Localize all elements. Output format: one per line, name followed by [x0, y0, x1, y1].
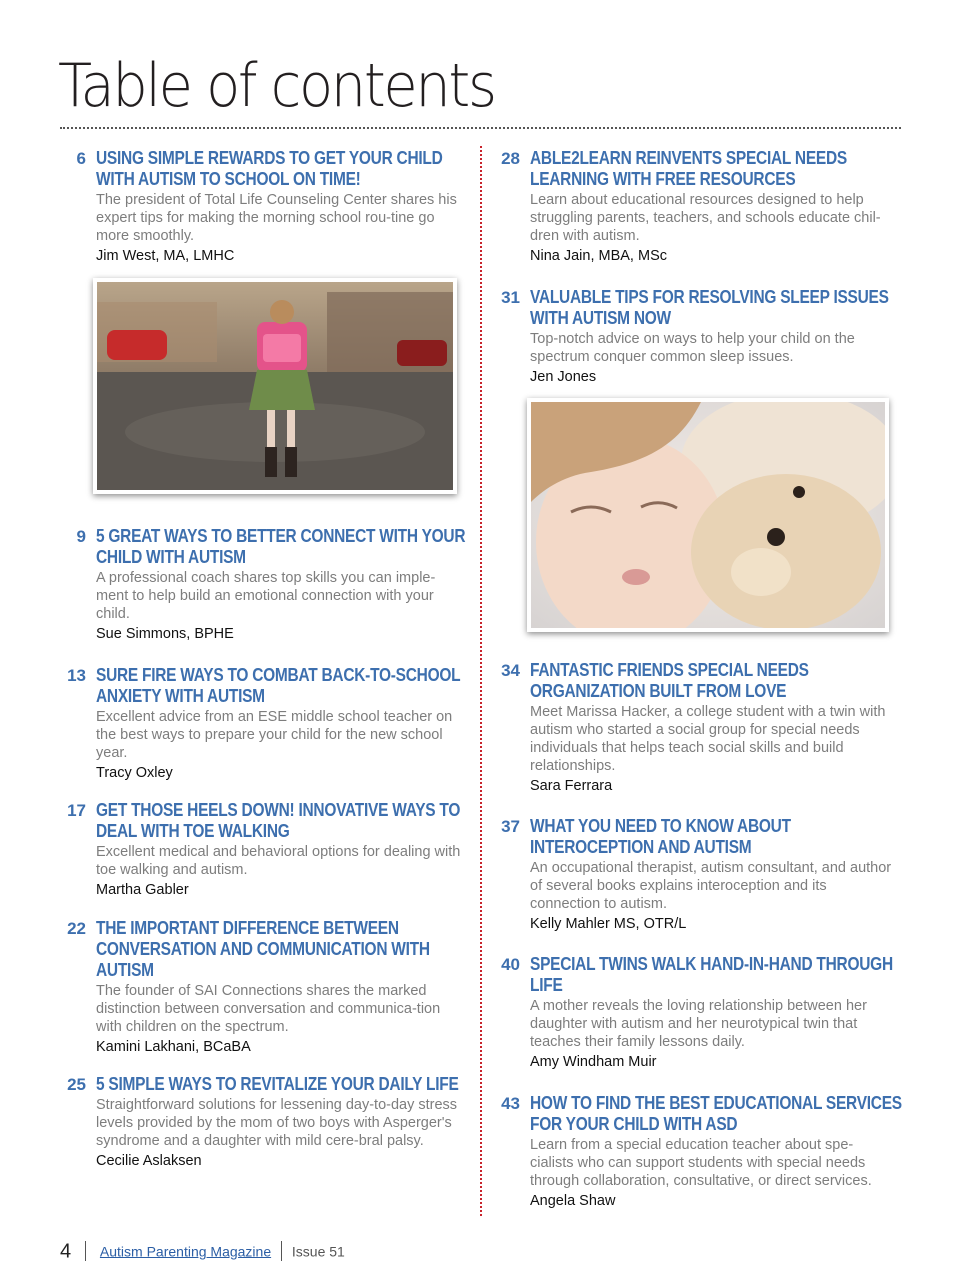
entry-page-number: 34 [501, 661, 520, 680]
sleeping-child-photo [527, 398, 889, 632]
entry-description: The president of Total Life Counseling Center shares his expert tips for making the morning school rou-tine go more smoothly. [96, 192, 457, 244]
entry-headline[interactable]: 5 GREAT WAYS TO BETTER CONNECT WITH YOUR CHILD WITH AUTISM [96, 526, 466, 567]
magazine-link[interactable]: Autism Parenting Magazine [99, 1243, 272, 1260]
entry-page-number: 17 [67, 801, 86, 820]
entry-author: Cecilie Aslaksen [96, 1153, 202, 1169]
footer-separator [281, 1241, 282, 1261]
entry-description: Excellent advice from an ESE middle school teacher on the best ways to prepare your child for the new school year. [96, 709, 453, 761]
entry-description: Learn from a special education teacher about spe-cialists who can support students with special needs through collaboration, consultative, or direct services. [530, 1137, 872, 1189]
entry-page-number: 37 [501, 817, 520, 836]
page-title: Table of contents [58, 51, 495, 121]
entry-page-number: 28 [501, 149, 520, 168]
entry-author: Sue Simmons, BPHE [96, 626, 234, 642]
entry-page-number: 25 [67, 1075, 86, 1094]
entry-author: Kelly Mahler MS, OTR/L [530, 916, 687, 932]
entry-author: Amy Windham Muir [530, 1054, 657, 1070]
entry-author: Jim West, MA, LMHC [96, 248, 235, 264]
entry-page-number: 9 [76, 527, 86, 546]
page-footer [60, 1240, 345, 1261]
entry-page-number: 31 [501, 288, 520, 307]
entry-headline[interactable]: USING SIMPLE REWARDS TO GET YOUR CHILD WITH AUTISM TO SCHOOL ON TIME! [96, 148, 443, 189]
entry-author: Sara Ferrara [530, 778, 613, 794]
entry-page-number: 6 [76, 149, 86, 168]
entry-headline[interactable]: GET THOSE HEELS DOWN! INNOVATIVE WAYS TO DEAL WITH TOE WALKING [96, 800, 461, 841]
entry-description: An occupational therapist, autism consultant, and author of several books explains interoception and its connection to autism. [530, 860, 892, 912]
entry-headline[interactable]: HOW TO FIND THE BEST EDUCATIONAL SERVICES FOR YOUR CHILD WITH ASD [530, 1093, 902, 1134]
issue-label: Issue 51 [291, 1243, 345, 1260]
entry-headline[interactable]: ABLE2LEARN REINVENTS SPECIAL NEEDS LEARNING WITH FREE RESOURCES [530, 148, 847, 189]
entry-description: Meet Marissa Hacker, a college student with a twin with autism who started a social group for special needs individuals that helps teach social skills and build relationships. [530, 704, 886, 774]
entry-headline[interactable]: FANTASTIC FRIENDS SPECIAL NEEDS ORGANIZATION BUILT FROM LOVE [530, 660, 809, 701]
title-divider [60, 127, 901, 129]
entry-page-number: 13 [67, 666, 86, 685]
schoolgirl-photo [93, 278, 457, 494]
entry-author: Nina Jain, MBA, MSc [530, 248, 667, 264]
entry-description: The founder of SAI Connections shares the marked distinction between conversation and communica-tion with children on the spectrum. [96, 983, 441, 1035]
footer-separator [85, 1241, 86, 1261]
entry-headline[interactable]: VALUABLE TIPS FOR RESOLVING SLEEP ISSUES WITH AUTISM NOW [530, 287, 889, 328]
entry-headline[interactable]: SPECIAL TWINS WALK HAND-IN-HAND THROUGH LIFE [530, 954, 893, 995]
entry-page-number: 22 [67, 919, 86, 938]
entry-author: Kamini Lakhani, BCaBA [96, 1039, 251, 1055]
entry-page-number: 43 [501, 1094, 520, 1113]
entry-headline[interactable]: SURE FIRE WAYS TO COMBAT BACK-TO-SCHOOL ANXIETY WITH AUTISM [96, 665, 461, 706]
entry-description: Straightforward solutions for lessening day-to-day stress levels provided by the mom of two boys with Asperger's syndrome and a daughter with mild cere-bral palsy. [96, 1097, 458, 1149]
entry-author: Martha Gabler [96, 882, 189, 898]
entry-author: Angela Shaw [530, 1193, 616, 1209]
entry-description: Excellent medical and behavioral options for dealing with toe walking and autism. [96, 844, 461, 878]
entry-headline[interactable]: WHAT YOU NEED TO KNOW ABOUT INTEROCEPTION AND AUTISM [530, 816, 791, 857]
footer-page-number: 4 [60, 1240, 72, 1263]
entry-author: Tracy Oxley [96, 765, 173, 781]
entry-headline[interactable]: THE IMPORTANT DIFFERENCE BETWEEN CONVERSATION AND COMMUNICATION WITH AUTISM [96, 918, 430, 980]
entry-description: A mother reveals the loving relationship between her daughter with autism and her neurotypical twin that teaches their family lessons daily. [530, 998, 867, 1050]
column-divider [480, 146, 482, 1216]
entry-author: Jen Jones [530, 369, 597, 385]
entry-description: A professional coach shares top skills you can imple-ment to help build an emotional connection with your child. [96, 570, 436, 622]
entry-description: Learn about educational resources designed to help struggling parents, teachers, and schools educate chil-dren with autism. [530, 192, 881, 244]
entry-headline[interactable]: 5 SIMPLE WAYS TO REVITALIZE YOUR DAILY LIFE [96, 1074, 459, 1094]
entry-description: Top-notch advice on ways to help your child on the spectrum conquer common sleep issues. [530, 331, 855, 365]
entry-page-number: 40 [501, 955, 520, 974]
